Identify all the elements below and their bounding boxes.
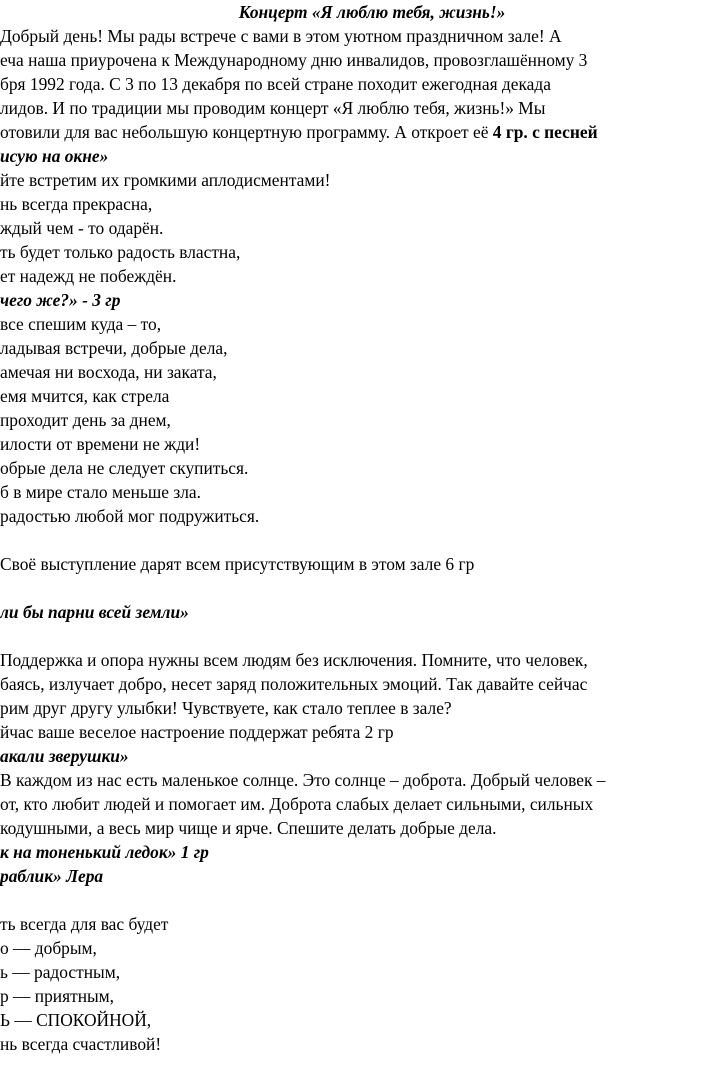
poem-line: нь всегда счастливой! <box>0 1034 162 1054</box>
poem-line: нь всегда прекрасна, <box>0 194 153 214</box>
poem-line: ет надежд не побеждён. <box>0 266 177 286</box>
poem-line: емя мчится, как стрела <box>0 386 170 406</box>
text-line: В каждом из нас есть маленькое солнце. Это солнце – доброта. Добрый человек – <box>0 770 606 790</box>
poem-line: радостью любой мог подружиться. <box>0 506 260 526</box>
document-title: Концерт «Я люблю тебя, жизнь!» <box>238 2 506 22</box>
song-title: исую на окне» <box>0 146 109 166</box>
text-line: лидов. И по традиции мы проводим концерт «Я люблю тебя, жизнь!» Мы <box>0 98 546 118</box>
text-run: отовили для вас небольшую концертную программу. А откроет её <box>0 122 493 142</box>
text-line: от, кто любит людей и помогает им. Доброта слабых делает сильными, сильных <box>0 794 594 814</box>
song-title: ли бы парни всей земли» <box>0 602 189 622</box>
text-line: бря 1992 года. С 3 по 13 декабря по всей стране походит ежегодная декада <box>0 74 551 94</box>
text-line: кодушными, а весь мир чище и ярче. Спешите делать добрые дела. <box>0 818 497 838</box>
poem-line: р — приятным, <box>0 986 115 1006</box>
poem-line: илости от времени не жди! <box>0 434 201 454</box>
poem-line: амечая ни восхода, ни заката, <box>0 362 217 382</box>
text-line: баясь, излучает добро, несет заряд положительных эмоций. Так давайте сейчас <box>0 674 588 694</box>
poem-line: обрые дела не следует скупиться. <box>0 458 249 478</box>
text-line <box>0 121 704 144</box>
poem-line: Ь — СПОКОЙНОЙ, <box>0 1010 152 1030</box>
poem-line: все спешим куда – то, <box>0 314 162 334</box>
text-line: рим друг другу улыбки! Чувствуете, как стало теплее в зале? <box>0 698 452 718</box>
poem-line: ь — радостным, <box>0 962 121 982</box>
song-title: чего же?» - 3 гр <box>0 290 121 310</box>
text-line: Своё выступление дарят всем присутствующим в этом зале 6 гр <box>0 554 475 574</box>
song-title: к на тоненький ледок» 1 гр <box>0 842 209 862</box>
poem-line: б в мире стало меньше зла. <box>0 482 201 502</box>
text-line: Поддержка и опора нужны всем людям без исключения. Помните, что человек, <box>0 650 588 670</box>
poem-line: ть всегда для вас будет <box>0 914 169 934</box>
text-line: йчас ваше веселое настроение поддержат ребята 2 гр <box>0 722 394 742</box>
text-line: Добрый день! Мы рады встрече с вами в этом уютном праздничном зале! А <box>0 26 562 46</box>
text-line: еча наша приурочена к Международному дню инвалидов, провозглашённому 3 <box>0 50 588 70</box>
song-title: акали зверушки» <box>0 746 129 766</box>
poem-line: проходит день за днем, <box>0 410 171 430</box>
poem-line: о — добрым, <box>0 938 97 958</box>
text-line: йте встретим их громкими аплодисментами! <box>0 170 331 190</box>
poem-line: ладывая встречи, добрые дела, <box>0 338 228 358</box>
song-title: раблик» Лера <box>0 866 104 886</box>
text-run-bold: 4 гр. с песней <box>492 122 598 142</box>
poem-line: ждый чем - то одарён. <box>0 218 164 238</box>
poem-line: ть будет только радость властна, <box>0 242 241 262</box>
